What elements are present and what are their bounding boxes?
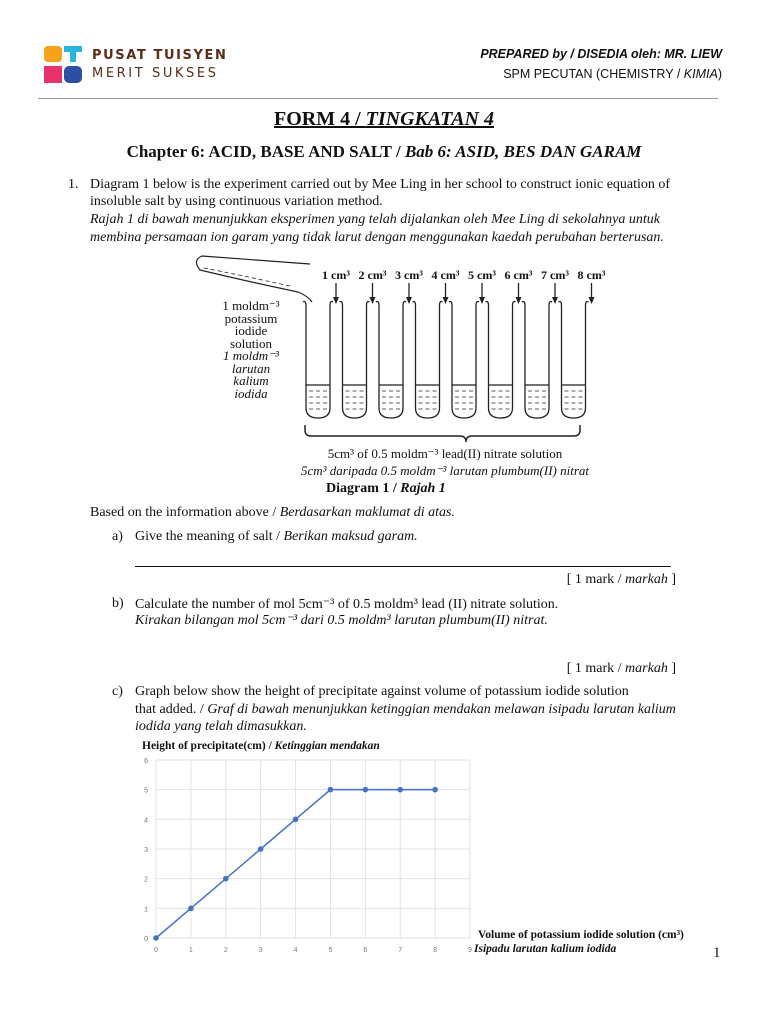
volume-label: 3 cm³ xyxy=(395,268,423,282)
ki-label-ms-line: larutan xyxy=(231,360,271,376)
mark-italic: markah xyxy=(625,572,668,587)
data-point xyxy=(363,787,369,793)
x-tick-label: 3 xyxy=(258,947,263,954)
subject-italic: KIMIA xyxy=(683,67,718,81)
mark-text: [ 1 mark / xyxy=(566,661,626,676)
question-line4: membina persamaan ion garam yang tidak larut dengan menggunakan kaedah perubahan berterusan. xyxy=(90,230,664,245)
caption-italic: Rajah 1 xyxy=(400,481,446,496)
part-b-question-ms: Kirakan bilangan mol 5cm⁻³ dari 0.5 moldm³ larutan plumbum(II) nitrat. xyxy=(135,613,548,628)
part-c-line3: iodida yang telah dimasukkan. xyxy=(135,719,307,734)
chapter-italic: Bab 6: ASID, BES DAN GARAM xyxy=(404,142,642,161)
y-tick-label: 6 xyxy=(144,758,148,765)
ki-label-ms-line: 1 moldm⁻³ xyxy=(223,348,279,363)
part-a-text: Give the meaning of salt / xyxy=(135,529,284,544)
data-point xyxy=(153,935,159,941)
based-italic: Berdasarkan maklumat di atas. xyxy=(279,505,455,520)
volume-label: 4 cm³ xyxy=(431,268,460,282)
ki-label-line: iodide xyxy=(234,323,268,338)
volume-label: 8 cm³ xyxy=(577,268,606,282)
y-tick-label: 0 xyxy=(144,936,148,943)
x-tick-label: 8 xyxy=(433,947,438,954)
data-point xyxy=(258,846,264,852)
lead-nitrate-label-ms: 5cm³ daripada 0.5 moldm⁻³ larutan plumbum(II) nitrat xyxy=(300,463,589,478)
part-b-question: Calculate the number of mol 5cm⁻³ of 0.5 moldm³ lead (II) nitrate solution. xyxy=(135,597,559,612)
mark-end: ] xyxy=(667,572,676,587)
data-point xyxy=(328,787,334,793)
data-point xyxy=(188,906,194,912)
question-line1: Diagram 1 below is the experiment carried out by Mee Ling in her school to construct ionic equation of xyxy=(90,177,671,192)
x-tick-label: 9 xyxy=(468,947,472,954)
part-b-label: b) xyxy=(112,596,124,611)
data-point xyxy=(432,787,438,793)
volume-label: 5 cm³ xyxy=(468,268,496,282)
x-tick-label: 5 xyxy=(328,947,333,954)
x-tick-label: 6 xyxy=(363,947,368,954)
part-c-line1: Graph below show the height of precipitate against volume of potassium iodide solution xyxy=(135,684,629,699)
title-prefix: FORM 4 / xyxy=(273,108,366,130)
y-tick-label: 5 xyxy=(144,787,148,795)
ki-label-line: 1 moldm⁻³ xyxy=(222,298,280,313)
part-a-label: a) xyxy=(112,529,123,544)
y-tick-label: 2 xyxy=(144,876,148,884)
x-tick-label: 4 xyxy=(293,947,298,954)
mark-text: [ 1 mark / xyxy=(566,572,626,587)
brand-line1: PUSAT TUISYEN xyxy=(92,48,228,63)
data-point xyxy=(223,876,229,882)
volume-label: 7 cm³ xyxy=(541,268,569,282)
chapter-prefix: Chapter 6: ACID, BASE AND SALT / xyxy=(126,142,405,161)
question-number: 1. xyxy=(68,177,79,192)
mark-end: ] xyxy=(667,661,676,676)
volume-label: 2 cm³ xyxy=(358,268,387,282)
x-tick-label: 7 xyxy=(398,947,403,954)
chart-title-italic: Ketinggian mendakan xyxy=(274,740,380,752)
volume-label: 6 cm³ xyxy=(504,268,533,282)
ki-label-line: solution xyxy=(230,335,272,351)
volume-label: 1 cm³ xyxy=(322,268,350,282)
based-text: Based on the information above / xyxy=(90,505,280,520)
brand-line2: MERIT SUKSES xyxy=(92,66,219,81)
ki-label-line: potassium xyxy=(224,310,278,326)
part-a-italic: Berikan maksud garam. xyxy=(283,529,418,544)
x-tick-label: 2 xyxy=(223,947,228,954)
chart-xlabel-ms: Isipadu larutan kalium iodida xyxy=(474,943,617,955)
chart-xlabel: Volume of potassium iodide solution (cm³) xyxy=(478,929,684,941)
chart-title-text: Height of precipitate(cm) / xyxy=(142,740,275,752)
subject-suffix: ) xyxy=(717,67,722,81)
title-italic: TINGKATAN 4 xyxy=(365,108,494,130)
x-tick-label: 1 xyxy=(188,947,193,954)
subject-prefix: SPM PECUTAN (CHEMISTRY / xyxy=(503,67,684,81)
y-tick-label: 4 xyxy=(144,817,148,825)
question-line3: Rajah 1 di bawah menunjukkan eksperimen yang telah dijalankan oleh Mee Ling di sekolahnya untuk xyxy=(90,212,660,227)
part-c-label: c) xyxy=(112,684,123,699)
part-c-line2-italic: Graf di bawah menunjukkan ketinggian mendakan melawan isipadu larutan kalium xyxy=(207,702,676,717)
page-number: 1 xyxy=(713,945,721,961)
mark-italic: markah xyxy=(625,661,668,676)
question-line2: insoluble salt by using continuous variation method. xyxy=(90,194,383,209)
data-point xyxy=(293,817,299,823)
part-c-line2-text: that added. / xyxy=(135,702,208,717)
prepared-by: PREPARED by / DISEDIA oleh: MR. LIEW xyxy=(480,47,722,61)
y-tick-label: 1 xyxy=(144,906,148,914)
data-point xyxy=(397,787,403,793)
ki-label-ms-line: kalium xyxy=(233,373,269,388)
x-tick-label: 0 xyxy=(154,947,158,954)
y-tick-label: 3 xyxy=(144,847,148,854)
lead-nitrate-label: 5cm³ of 0.5 moldm⁻³ lead(II) nitrate solution xyxy=(327,446,563,461)
ki-label-ms-line: iodida xyxy=(234,385,268,401)
caption-prefix: Diagram 1 / xyxy=(326,481,401,496)
